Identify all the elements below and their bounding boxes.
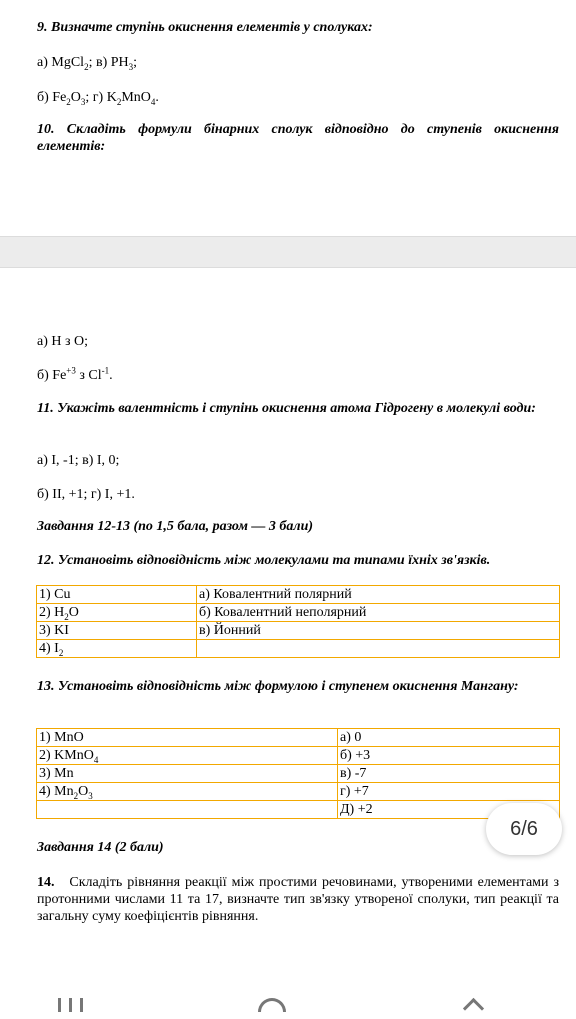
q13-right-3: в) -7	[338, 765, 560, 783]
q13-left-4: 4) $Mn_2O_3$	[37, 783, 338, 801]
q13-right-1: а) 0	[338, 729, 560, 747]
q9-line-b: б) $Fe_2O_3$; г) $K_2MnO_4$.	[37, 90, 159, 107]
q12-right-4	[197, 640, 560, 658]
q12-right-1: а) Ковалентний полярний	[197, 586, 560, 604]
q13-left-5	[37, 801, 338, 819]
recent-apps-icon[interactable]	[58, 998, 84, 1012]
q12-right-3: в) Йонний	[197, 622, 560, 640]
q13-table	[36, 728, 560, 819]
q10-line-a: а) H з O;	[37, 334, 89, 349]
table-row	[37, 747, 560, 765]
q13-right-4: г) +7	[338, 783, 560, 801]
q12-left-1: 1) Cu	[37, 586, 197, 604]
q10-title: 10. Складіть формули бінарних сполук відповідно до ступенів окиснення елементів:	[37, 122, 559, 154]
q9-title: 9. Визначте ступінь окиснення елементів у сполуках:	[37, 20, 373, 35]
task-12-13-heading: Завдання 12-13 (по 1,5 бала, разом — 3 бали)	[37, 519, 314, 534]
home-icon[interactable]	[258, 998, 286, 1012]
page-counter-badge: 6/6	[486, 803, 562, 855]
back-icon[interactable]	[462, 998, 482, 1012]
q13-left-3: 3) Mn	[37, 765, 338, 783]
q12-right-2: б) Ковалентний неполярний	[197, 604, 560, 622]
android-nav-bar	[0, 990, 576, 1012]
q13-left-1: 1) MnO	[37, 729, 338, 747]
q11-line-b: б) II, +1; г) I, +1.	[37, 487, 135, 502]
table-row	[37, 640, 560, 658]
table-row	[37, 604, 560, 622]
q11-title: 11. Укажіть валентність і ступінь окиснення атома Гідрогену в молекулі води:	[37, 401, 536, 416]
q13-right-2: б) +3	[338, 747, 560, 765]
table-row	[37, 783, 560, 801]
table-row	[37, 729, 560, 747]
table-row	[37, 765, 560, 783]
q12-left-4: 4) $I_2$	[37, 640, 197, 658]
q12-left-3: 3) KI	[37, 622, 197, 640]
q10-line-b: б) $Fe^{+3}$ з $Cl^{-1}$.	[37, 365, 113, 383]
q13-title: 13. Установіть відповідність між формулою і ступенем окиснення Мангану:	[37, 679, 519, 694]
document-page-2	[0, 268, 576, 1012]
q12-left-2: 2) $H_2O$	[37, 604, 197, 622]
q12-title: 12. Установіть відповідність між молекулами та типами їхніх зв'язків.	[37, 553, 491, 568]
q14-text: 14. Складіть рівняння реакції між простими речовинами, утвореними елементами з протонними числами 11 та 17, визначте тип зв'язку утвореної сполуки, тип реакції та загальну суму коефіцієнтів рівняння.	[37, 875, 560, 924]
task-14-heading: Завдання 14 (2 бали)	[37, 840, 164, 855]
q11-line-a: а) I, -1; в) I, 0;	[37, 453, 120, 468]
page-separator	[0, 236, 576, 268]
table-row	[37, 586, 560, 604]
q13-right-5: Д) +2	[338, 801, 560, 819]
q12-table	[36, 585, 560, 658]
q9-line-a: а) MgCl$_2$; в) $PH_3$;	[37, 55, 138, 72]
table-row	[37, 622, 560, 640]
table-row	[37, 801, 560, 819]
document-page-1	[0, 0, 576, 236]
q13-left-2: 2) KMnO$_4$	[37, 747, 338, 765]
